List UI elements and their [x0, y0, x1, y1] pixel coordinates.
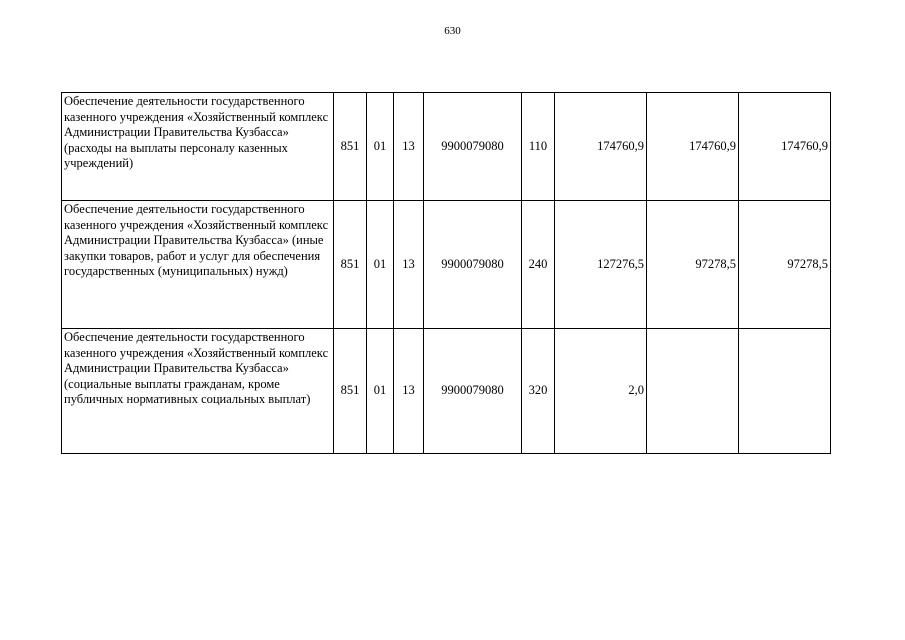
table-row [62, 93, 831, 201]
amount-year-3: 174760,9 [739, 93, 831, 201]
expense-type-code: 240 [522, 201, 555, 329]
table-row [62, 201, 831, 329]
subsection-code: 13 [394, 201, 424, 329]
section-code: 01 [367, 329, 394, 454]
amount-year-3 [739, 329, 831, 454]
section-code: 01 [367, 93, 394, 201]
expense-type-code: 110 [522, 93, 555, 201]
amount-year-2: 97278,5 [647, 201, 739, 329]
target-article-code: 9900079080 [424, 93, 522, 201]
ministry-code: 851 [334, 329, 367, 454]
row-description: Обеспечение деятельности государственного казенного учреждения «Хозяйственный комплекс Администрации Правительства Кузбасса» (иные закупки товаров, работ и услуг для обеспечения государственных (муниципальных) нужд) [62, 201, 334, 329]
row-description: Обеспечение деятельности государственного казенного учреждения «Хозяйственный комплекс Администрации Правительства Кузбасса» (социальные выплаты гражданам, кроме публичных нормативных социальных выплат) [62, 329, 334, 454]
subsection-code: 13 [394, 93, 424, 201]
amount-year-1: 174760,9 [555, 93, 647, 201]
amount-year-2 [647, 329, 739, 454]
expense-type-code: 320 [522, 329, 555, 454]
target-article-code: 9900079080 [424, 201, 522, 329]
page-number: 630 [444, 25, 461, 37]
amount-year-1: 2,0 [555, 329, 647, 454]
row-description: Обеспечение деятельности государственного казенного учреждения «Хозяйственный комплекс Администрации Правительства Кузбасса» (расходы на выплаты персоналу казенных учреждений) [62, 93, 334, 201]
ministry-code: 851 [334, 201, 367, 329]
target-article-code: 9900079080 [424, 329, 522, 454]
section-code: 01 [367, 201, 394, 329]
subsection-code: 13 [394, 329, 424, 454]
ministry-code: 851 [334, 93, 367, 201]
amount-year-3: 97278,5 [739, 201, 831, 329]
amount-year-1: 127276,5 [555, 201, 647, 329]
budget-table [61, 92, 831, 454]
table-row [62, 329, 831, 454]
amount-year-2: 174760,9 [647, 93, 739, 201]
